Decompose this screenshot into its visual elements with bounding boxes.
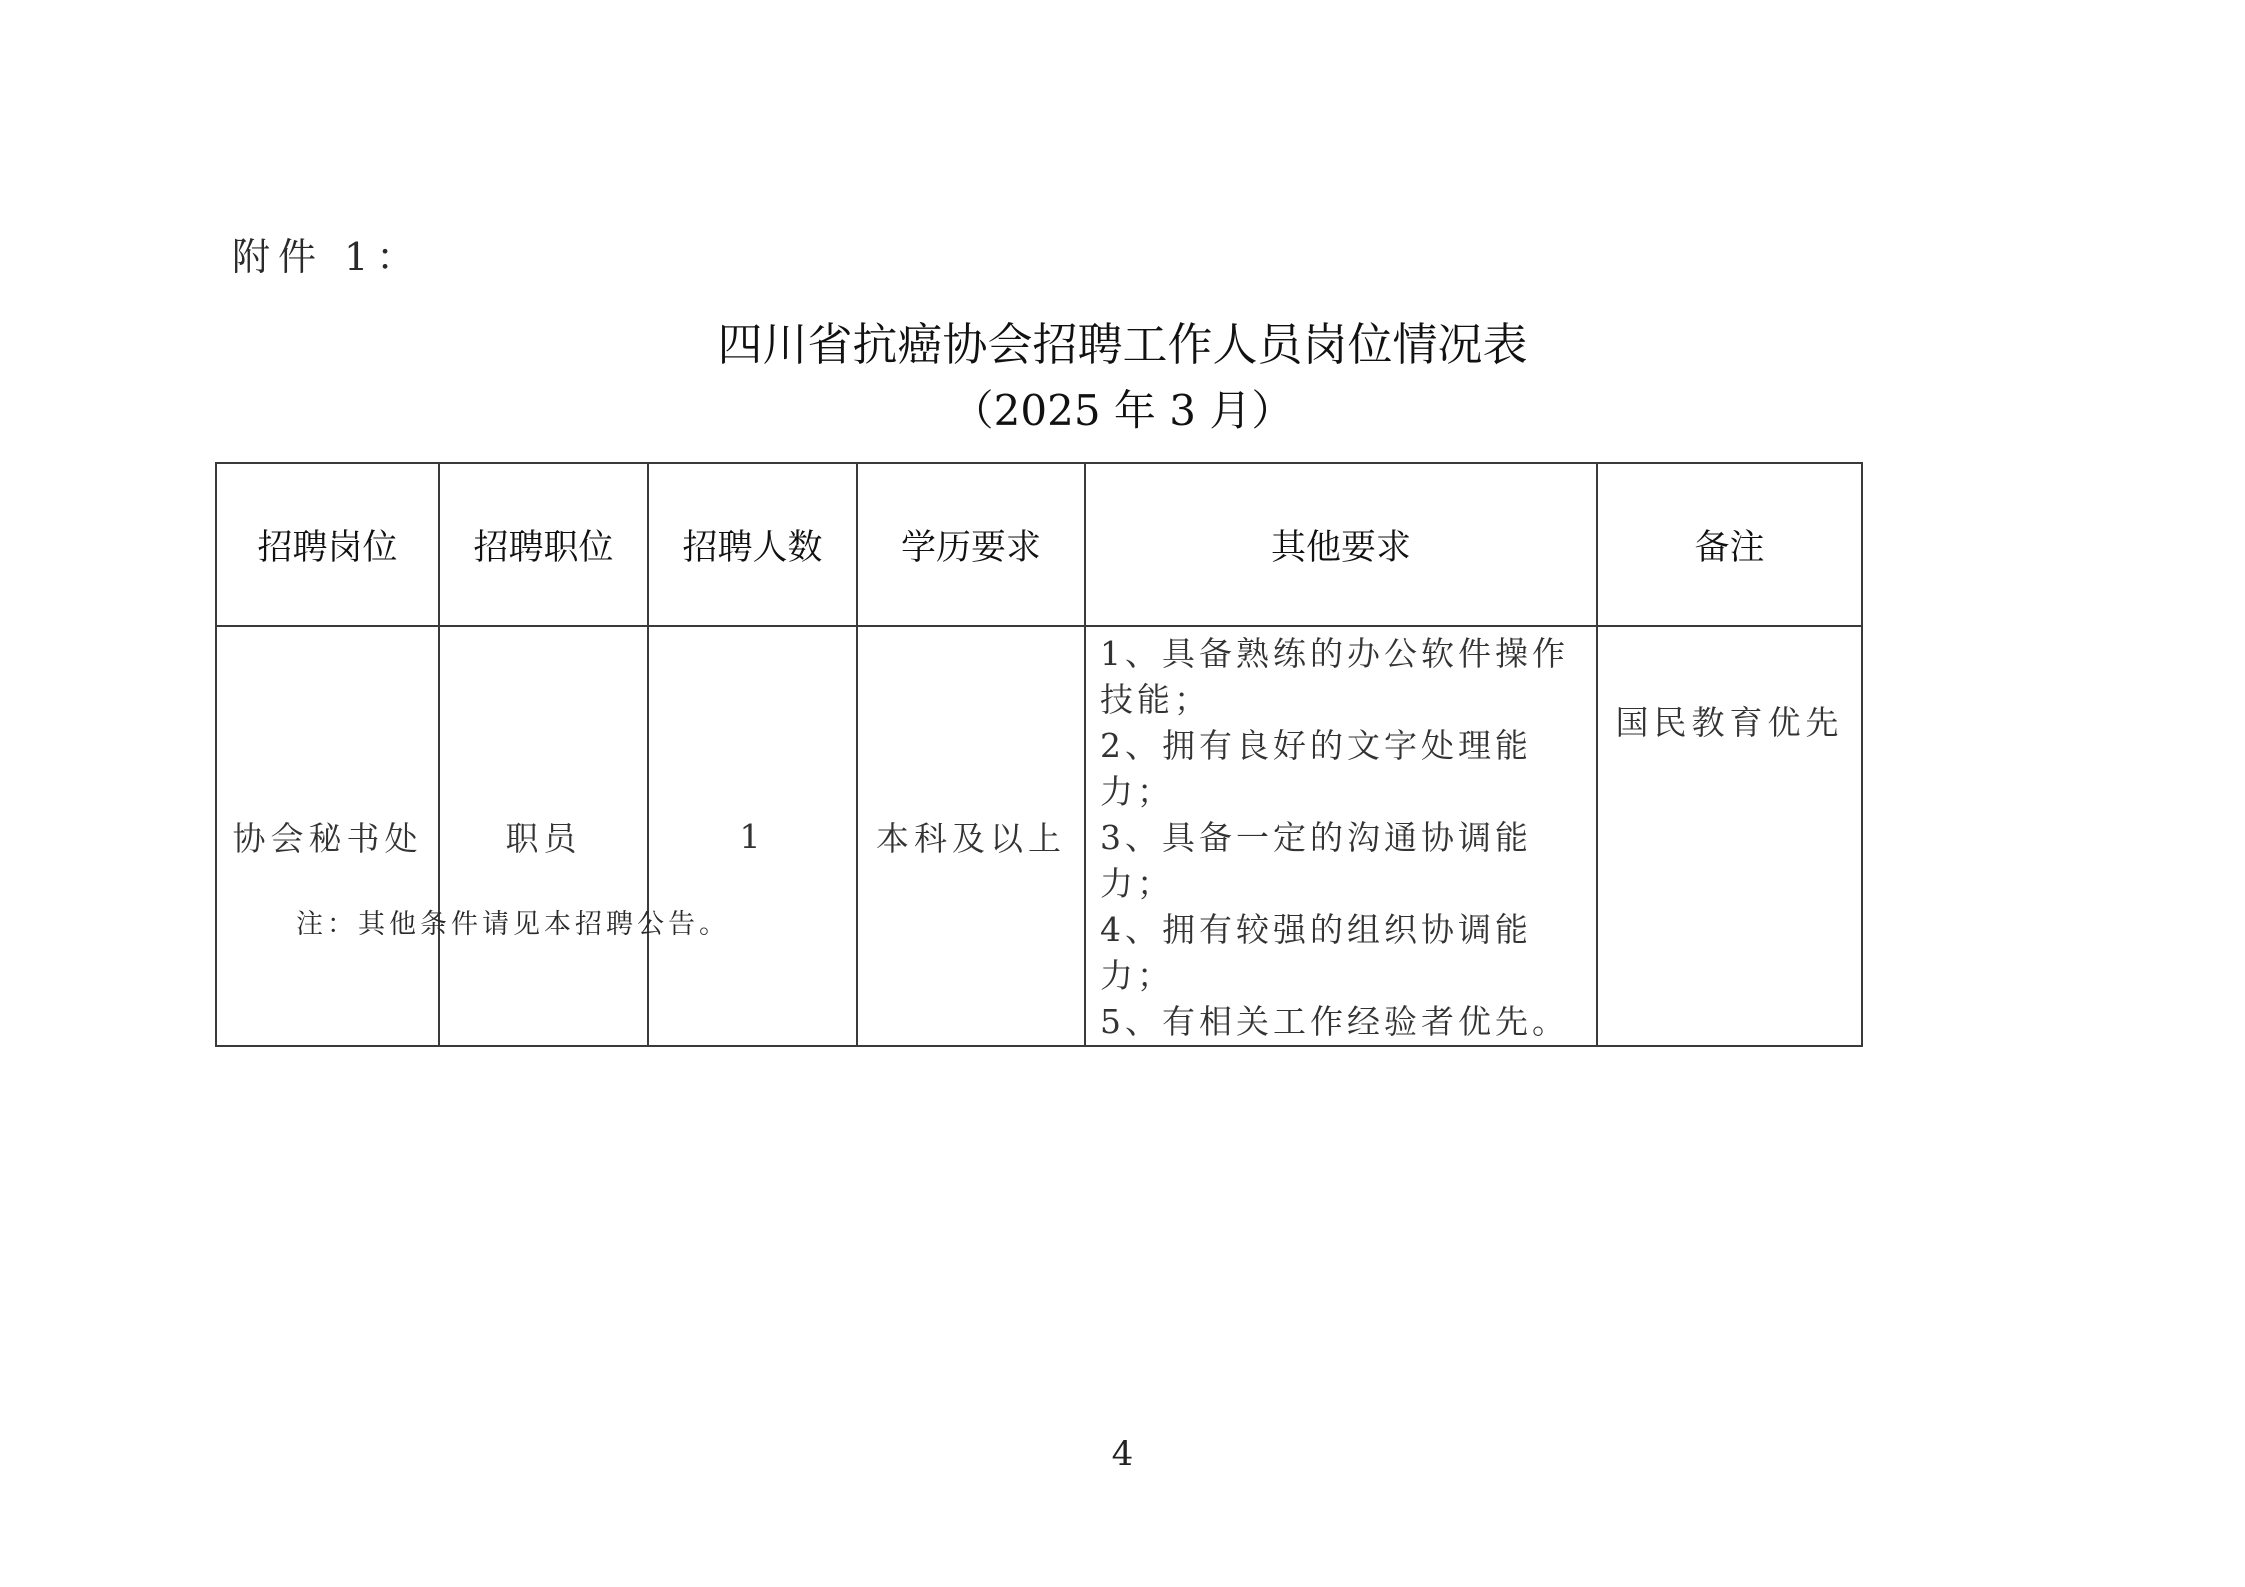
cell-notes: 国民教育优先 bbox=[1597, 626, 1862, 1046]
attachment-label: 附件 1： bbox=[232, 235, 423, 279]
requirement-line: 4、拥有较强的组织协调能力； bbox=[1100, 910, 1532, 995]
cell-count: 1 bbox=[648, 626, 857, 1046]
header-education: 学历要求 bbox=[857, 463, 1085, 626]
requirement-line: 1、具备熟练的办公软件操作 bbox=[1100, 634, 1569, 673]
document-subtitle: （2025 年 3 月） bbox=[951, 386, 1294, 435]
requirement-line: 3、具备一定的沟通协调能力； bbox=[1100, 818, 1532, 903]
header-department: 招聘岗位 bbox=[216, 463, 439, 626]
table-header-row bbox=[216, 463, 1862, 626]
table-row bbox=[216, 626, 1862, 1046]
requirement-line: 2、拥有良好的文字处理能力； bbox=[1100, 726, 1532, 811]
header-count: 招聘人数 bbox=[648, 463, 857, 626]
header-notes: 备注 bbox=[1597, 463, 1862, 626]
recruitment-table bbox=[215, 462, 1863, 1047]
requirement-line: 5、有相关工作经验者优先。 bbox=[1100, 1002, 1569, 1041]
table-footnote: 注：其他条件请见本招聘公告。 bbox=[296, 909, 730, 940]
cell-other-requirements bbox=[1085, 626, 1597, 1046]
header-position: 招聘职位 bbox=[439, 463, 648, 626]
requirement-line: 技能； bbox=[1100, 680, 1211, 719]
header-other-requirements: 其他要求 bbox=[1085, 463, 1597, 626]
cell-department: 协会秘书处 bbox=[216, 626, 439, 1046]
document-title: 四川省抗癌协会招聘工作人员岗位情况表 bbox=[717, 318, 1528, 371]
cell-education: 本科及以上 bbox=[857, 626, 1085, 1046]
cell-position: 职员 bbox=[439, 626, 648, 1046]
page-number: 4 bbox=[1111, 1434, 1134, 1474]
